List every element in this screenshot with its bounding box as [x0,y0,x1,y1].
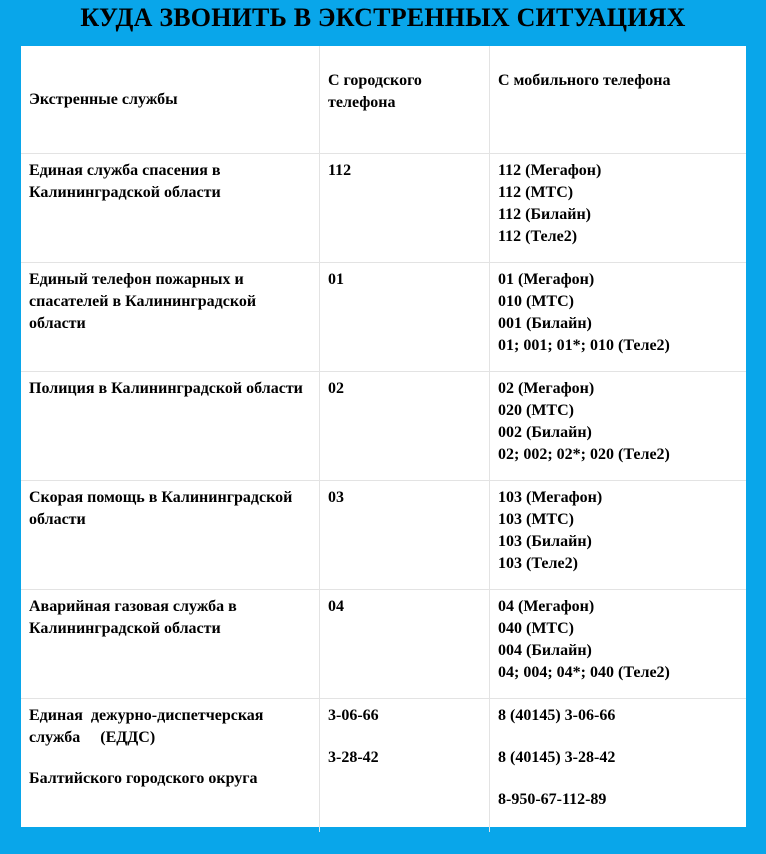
mobile-number: 103 (МТС) [498,511,574,528]
mobile-number: 02 (Мегафон) [498,380,595,397]
service-name: Единый телефон пожарных и спасателей в Калининградской области [21,263,320,372]
table-row [21,154,746,263]
edds-district-line: Балтийского городского округа [29,770,258,787]
mobile-number: 103 (Теле2) [498,555,578,572]
mobile-number: 04 (Мегафон) [498,598,595,615]
edds-service-line: Единая дежурно-диспетчерская служба (ЕДДС) [29,707,268,746]
landline-number: 3-28-42 [328,749,379,766]
mobile-numbers-edds [490,699,747,833]
service-name: Полиция в Калининградской области [21,372,320,481]
spacer [328,727,483,747]
service-name: Единая служба спасения в Калининградской области [21,154,320,263]
mobile-number: 8 (40145) 3-06-66 [498,707,616,724]
mobile-number: 02; 002; 02*; 020 (Теле2) [498,446,670,463]
mobile-number: 8-950-67-112-89 [498,791,607,808]
emergency-table-sheet [21,46,746,827]
mobile-number: 004 (Билайн) [498,642,592,659]
spacer [498,727,740,747]
mobile-numbers [490,372,747,481]
page-title: КУДА ЗВОНИТЬ В ЭКСТРЕННЫХ СИТУАЦИЯХ [80,3,686,32]
mobile-number: 112 (МТС) [498,184,574,201]
mobile-number: 020 (МТС) [498,402,574,419]
mobile-number: 04; 004; 04*; 040 (Теле2) [498,664,670,681]
mobile-number: 01; 001; 01*; 010 (Теле2) [498,337,670,354]
mobile-number: 010 (МТС) [498,293,574,310]
mobile-number: 001 (Билайн) [498,315,592,332]
mobile-number: 002 (Билайн) [498,424,592,441]
mobile-numbers [490,590,747,699]
spacer [29,749,313,768]
emergency-phones-table [21,46,746,832]
mobile-numbers [490,154,747,263]
table-row-edds [21,699,746,833]
mobile-number: 01 (Мегафон) [498,271,595,288]
table-row [21,590,746,699]
mobile-number: 112 (Теле2) [498,228,578,245]
mobile-number: 112 (Билайн) [498,206,591,223]
mobile-number: 103 (Мегафон) [498,489,603,506]
landline-number: 02 [320,372,490,481]
landline-number: 3-06-66 [328,707,379,724]
table-row [21,263,746,372]
table-row [21,481,746,590]
service-name-edds [21,699,320,833]
landline-number: 03 [320,481,490,590]
mobile-numbers [490,263,747,372]
header-service: Экстренные службы [21,46,320,154]
mobile-number: 103 (Билайн) [498,533,592,550]
mobile-numbers [490,481,747,590]
mobile-number: 040 (МТС) [498,620,574,637]
table-row [21,372,746,481]
landline-number: 04 [320,590,490,699]
spacer [498,769,740,789]
service-name: Аварийная газовая служба в Калининградской области [21,590,320,699]
landline-number: 01 [320,263,490,372]
header-mobile: С мобильного телефона [490,46,747,154]
mobile-number: 112 (Мегафон) [498,162,602,179]
landline-numbers-edds [320,699,490,833]
landline-number: 112 [320,154,490,263]
service-name: Скорая помощь в Калининградской области [21,481,320,590]
header-landline: С городского телефона [320,46,490,154]
mobile-number: 8 (40145) 3-28-42 [498,749,616,766]
table-header-row [21,46,746,154]
